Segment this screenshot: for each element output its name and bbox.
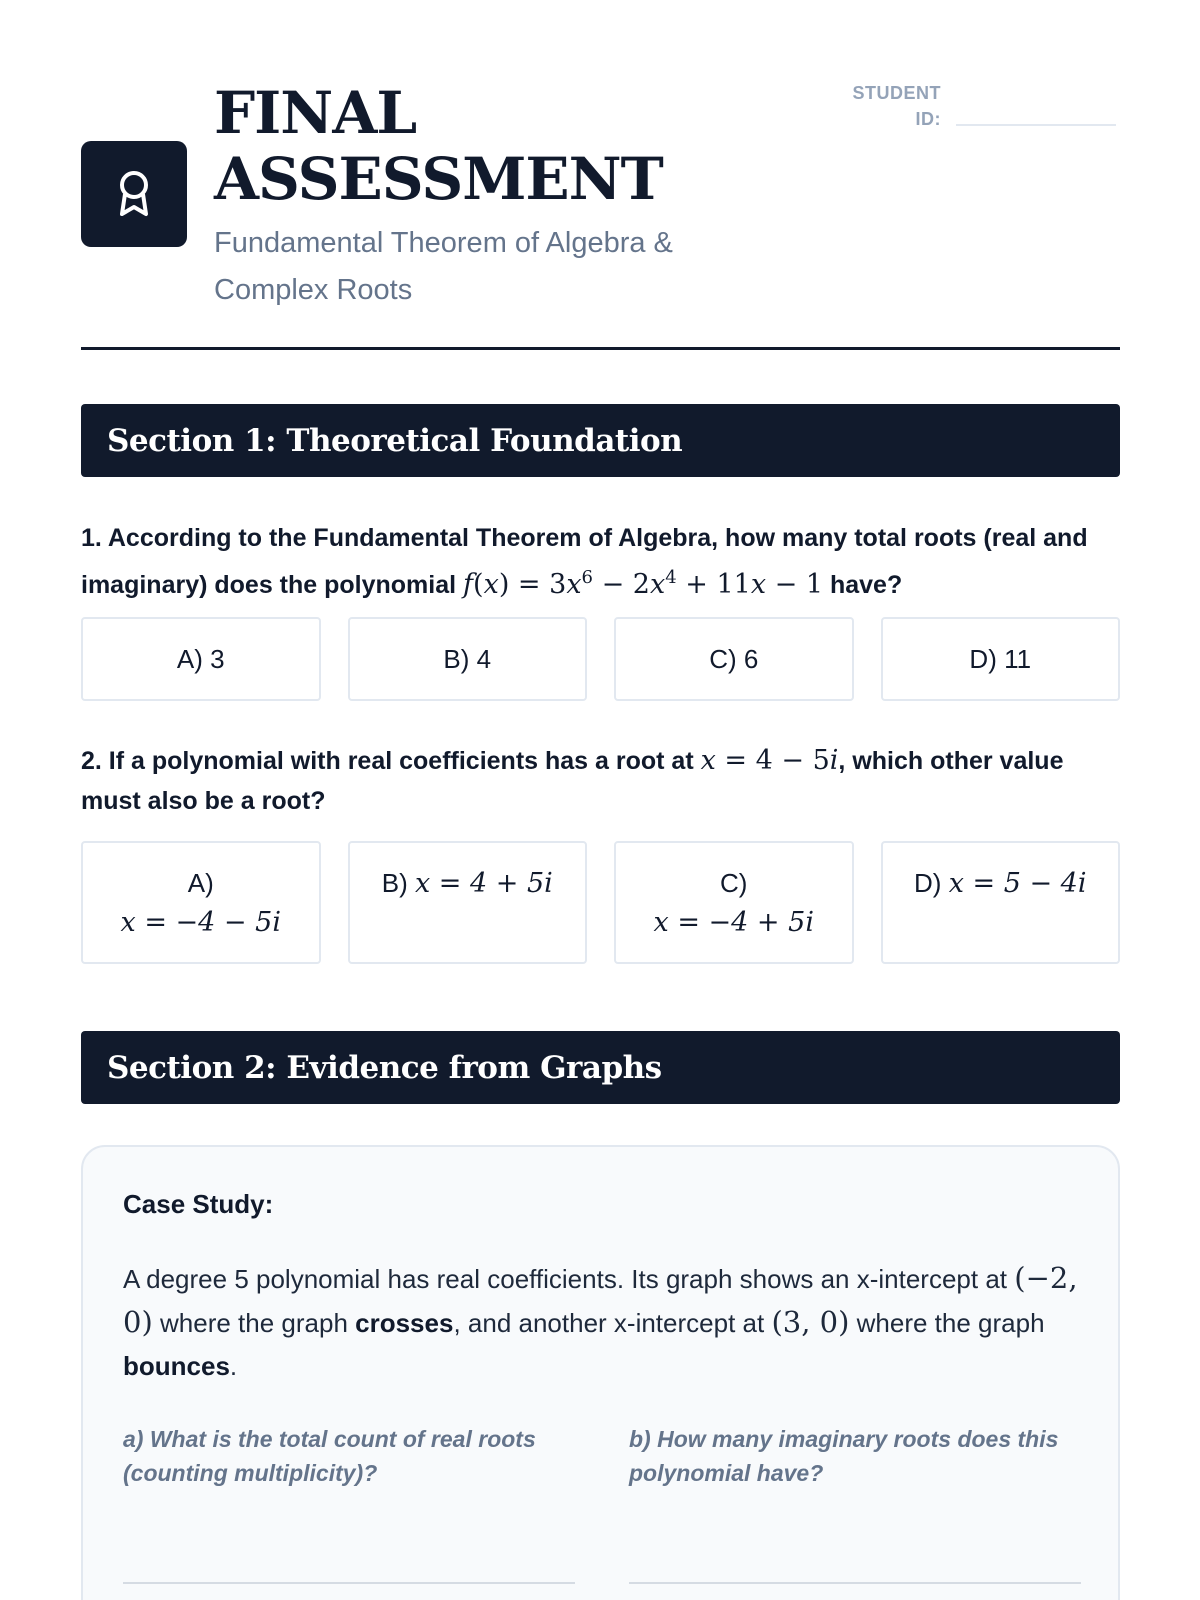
page-header [81, 80, 1120, 350]
page-title [214, 80, 774, 212]
case-question-a: a) What is the total count of real roots (counting multiplicity)? [123, 1426, 536, 1486]
case-point-2: (3, 0) [771, 1305, 850, 1339]
question-2-options [81, 841, 1120, 964]
student-id-input-line[interactable] [956, 124, 1116, 126]
answer-line-b[interactable] [629, 1582, 1081, 1584]
question-1-option-a[interactable]: A) 3 [81, 617, 321, 701]
section-2-title: Section 2: Evidence from Graphs [107, 1049, 662, 1086]
case-study-card [81, 1145, 1120, 1600]
section-2-header [81, 1031, 1120, 1104]
question-2-option-a-expr: x = −4 − 5i [120, 907, 281, 938]
question-2-option-b[interactable] [348, 841, 588, 964]
question-2-option-b-label: B) [381, 868, 408, 898]
question-2-root: x = 4 − 5i [700, 745, 839, 776]
question-2-option-c-expr: x = −4 + 5i [653, 907, 814, 938]
question-2-option-a-label: A) [187, 868, 214, 898]
question-2-option-d-label: D) [914, 868, 942, 898]
case-text-4: where the graph [856, 1308, 1045, 1338]
case-study-title: Case Study: [123, 1189, 274, 1219]
question-2-option-d-text [914, 863, 1086, 904]
question-2-prefix: 2. If a polynomial with real coefficients has a root at [81, 747, 694, 775]
answer-line-a[interactable] [123, 1582, 575, 1584]
question-2-option-d[interactable] [881, 841, 1121, 964]
title-line-2: ASSESSMENT [214, 145, 663, 213]
question-2-option-b-expr: x = 4 + 5i [414, 868, 553, 899]
question-1-option-b[interactable]: B) 4 [348, 617, 588, 701]
question-1-prefix: 1. According to the Fundamental Theorem of Algebra, how many total roots (real and imaginary) does the polynomial [81, 524, 1088, 599]
section-1-header [81, 404, 1120, 477]
case-text-1: A degree 5 polynomial has real coefficients. Its graph shows an x-intercept at [123, 1264, 1008, 1294]
case-text-2: where the graph [160, 1308, 348, 1338]
question-2 [81, 741, 1120, 821]
case-text-5: . [229, 1351, 238, 1381]
page-subtitle: Fundamental Theorem of Algebra & Complex Roots [214, 227, 673, 306]
question-1 [81, 518, 1120, 605]
question-2-option-d-expr: x = 5 − 4i [948, 868, 1087, 899]
question-1-options [81, 617, 1120, 701]
award-ribbon-icon [114, 168, 154, 220]
case-study-text [123, 1257, 1083, 1388]
case-text-3: , and another x-intercept at [453, 1308, 765, 1338]
case-bold-crosses: crosses [355, 1308, 454, 1338]
question-1-polynomial: $f(x) = 3x^6 - 2x^4 + 11x - 1$ [463, 567, 824, 600]
case-point-1: (−2, 0) [123, 1261, 1078, 1339]
section-1-title: Section 1: Theoretical Foundation [107, 422, 683, 459]
question-1-option-c[interactable]: C) 6 [614, 617, 854, 701]
question-2-suffix: , which other value must also be a root? [81, 747, 1064, 815]
question-1-suffix: have? [829, 571, 903, 599]
student-id-label-line-2: ID: [915, 109, 941, 129]
case-bold-bounces: bounces [123, 1351, 230, 1381]
question-2-option-b-text [382, 863, 553, 904]
question-2-option-a[interactable] [81, 841, 321, 964]
case-question-b: b) How many imaginary roots does this polynomial have? [629, 1426, 1059, 1486]
header-divider [81, 347, 1120, 350]
student-id-label [741, 80, 941, 132]
question-2-option-c-label: C) [720, 868, 748, 898]
question-2-option-c[interactable] [614, 841, 854, 964]
student-id-label-line-1: STUDENT [852, 83, 941, 103]
badge [81, 141, 187, 247]
title-line-1: FINAL [214, 79, 417, 147]
question-1-option-d[interactable]: D) 11 [881, 617, 1121, 701]
title-block [214, 80, 774, 314]
